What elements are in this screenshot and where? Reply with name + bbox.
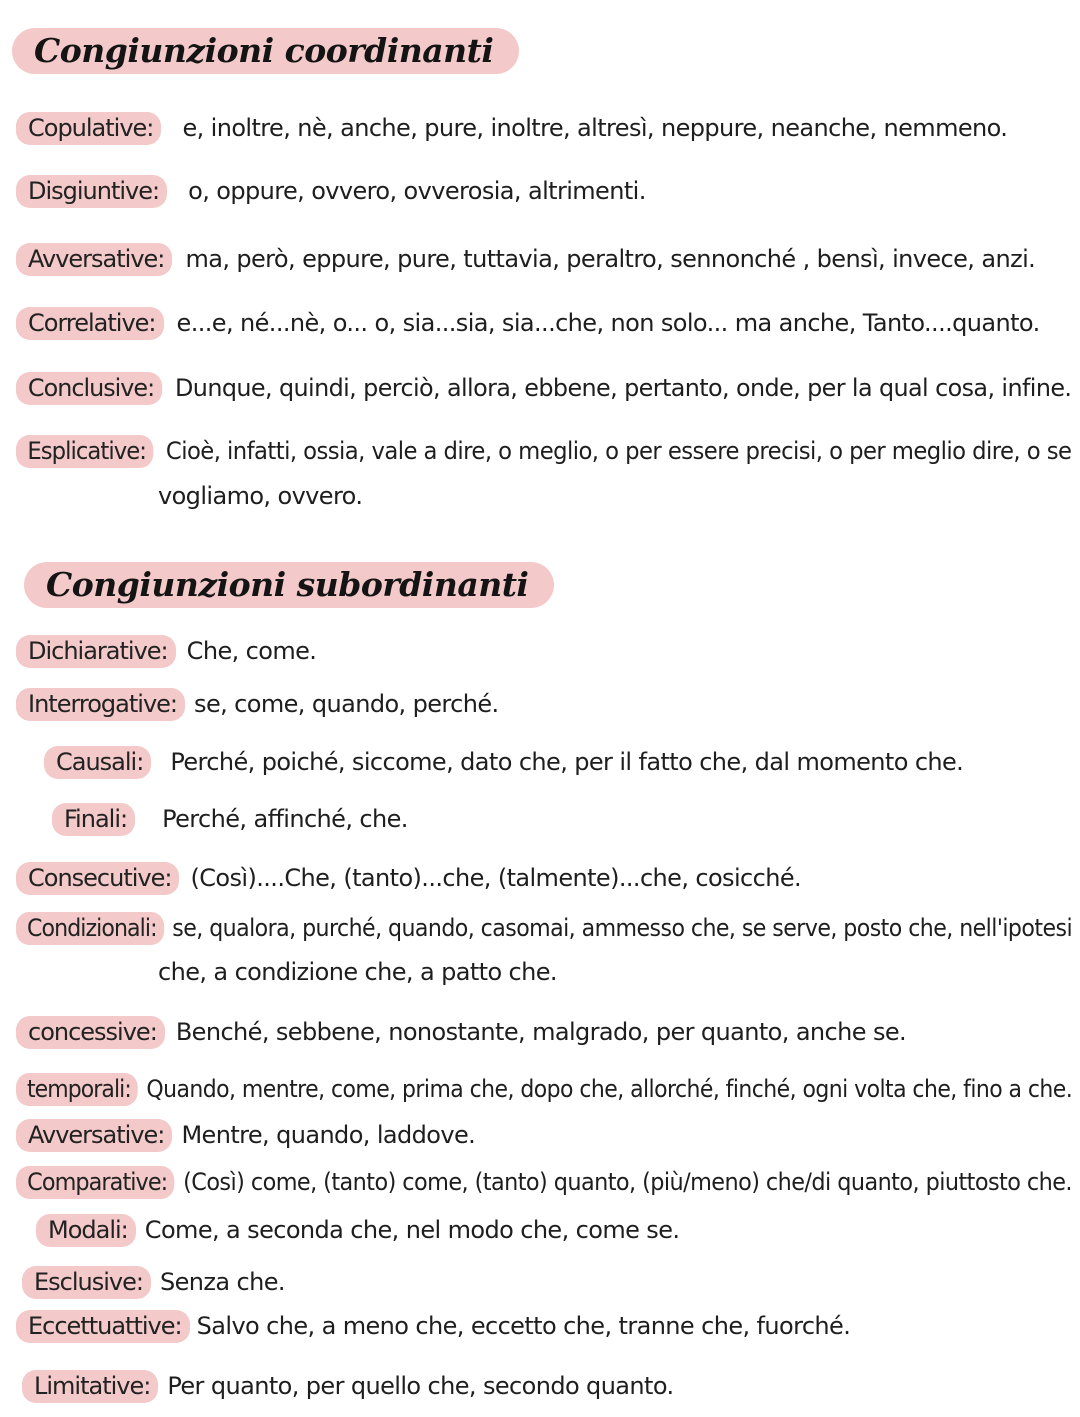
row-label: Dichiarative: bbox=[16, 635, 176, 668]
row-value: Quando, mentre, come, prima che, dopo che, allorché, finché, ogni volta che, fino a che. bbox=[146, 1075, 1073, 1103]
sub-row-consecutive bbox=[16, 862, 801, 895]
row-label: Consecutive: bbox=[16, 862, 179, 895]
row-value: Dunque, quindi, perciò, allora, ebbene, pertanto, onde, per la qual cosa, infine. bbox=[175, 374, 1072, 402]
row-value: se, qualora, purché, quando, casomai, ammesso che, se serve, posto che, nell'ipotesi bbox=[172, 914, 1073, 942]
row-label: Interrogative: bbox=[16, 688, 185, 721]
sub-row-condizionali bbox=[16, 912, 1072, 945]
row-label: concessive: bbox=[16, 1016, 165, 1049]
coord-row-correlative bbox=[16, 307, 1040, 340]
row-value: Senza che. bbox=[160, 1268, 285, 1296]
row-label: Condizionali: bbox=[16, 912, 164, 945]
coord-row-conclusive bbox=[16, 372, 1071, 405]
row-label: Comparative: bbox=[16, 1166, 175, 1199]
row-value: Come, a seconda che, nel modo che, come se. bbox=[144, 1216, 680, 1244]
sub-row-interrogative bbox=[16, 688, 499, 721]
row-label: Esplicative: bbox=[16, 435, 154, 468]
row-value: (Così)....Che, (tanto)...che, (talmente)...che, cosicché. bbox=[190, 864, 802, 892]
row-value: Per quanto, per quello che, secondo quanto. bbox=[167, 1372, 674, 1400]
sub-row-comparative bbox=[16, 1166, 1072, 1199]
sub-row-esclusive bbox=[22, 1266, 285, 1299]
sub-row-concessive bbox=[16, 1016, 906, 1049]
row-label: Avversative: bbox=[16, 1119, 172, 1152]
row-value: e, inoltre, nè, anche, pure, inoltre, altresì, neppure, neanche, nemmeno. bbox=[182, 114, 1008, 142]
row-value: e...e, né...nè, o... o, sia...sia, sia...che, non solo... ma anche, Tanto....quanto. bbox=[176, 309, 1040, 337]
sub-row-causali bbox=[44, 746, 963, 779]
coord-row-avversative bbox=[16, 243, 1035, 276]
row-label: Disgiuntive: bbox=[16, 175, 167, 208]
sub-row-eccettuattive bbox=[16, 1310, 850, 1343]
row-value: ma, però, eppure, pure, tuttavia, peraltro, sennonché , bensì, invece, anzi. bbox=[185, 245, 1036, 273]
row-value: Perché, poiché, siccome, dato che, per il fatto che, dal momento che. bbox=[170, 748, 964, 776]
sub-row-limitative bbox=[22, 1370, 674, 1403]
sub-row-condizionali-continuation: che, a condizione che, a patto che. bbox=[158, 958, 557, 986]
row-value: Cioè, infatti, ossia, vale a dire, o meglio, o per essere precisi, o per meglio dire, o se bbox=[165, 437, 1072, 465]
sub-row-avversative bbox=[16, 1119, 475, 1152]
coord-row-esplicative-continuation: vogliamo, ovvero. bbox=[158, 482, 363, 510]
row-label: Finali: bbox=[52, 803, 135, 836]
row-value: Mentre, quando, laddove. bbox=[181, 1121, 476, 1149]
row-value: se, come, quando, perché. bbox=[194, 690, 499, 718]
subordinanti-title: Congiunzioni subordinanti bbox=[24, 562, 554, 608]
coord-row-esplicative bbox=[16, 435, 1071, 468]
row-value: (Così) come, (tanto) come, (tanto) quanto, (più/meno) che/di quanto, piuttosto che. bbox=[183, 1168, 1072, 1196]
row-label: Eccettuattive: bbox=[16, 1310, 190, 1343]
row-label: Correlative: bbox=[16, 307, 164, 340]
row-label: Copulative: bbox=[16, 112, 161, 145]
row-label: temporali: bbox=[16, 1073, 138, 1106]
row-label: Esclusive: bbox=[22, 1266, 151, 1299]
coord-row-disgiuntive bbox=[16, 175, 646, 208]
coord-row-copulative bbox=[16, 112, 1007, 145]
row-label: Causali: bbox=[44, 746, 151, 779]
row-value: o, oppure, ovvero, ovverosia, altrimenti. bbox=[188, 177, 646, 205]
sub-row-finali bbox=[52, 803, 408, 836]
row-value: Salvo che, a meno che, eccetto che, tranne che, fuorché. bbox=[196, 1312, 851, 1340]
row-value: Che, come. bbox=[186, 637, 317, 665]
sub-row-modali bbox=[36, 1214, 679, 1247]
row-value: Perché, affinché, che. bbox=[162, 805, 408, 833]
coordinanti-title: Congiunzioni coordinanti bbox=[12, 28, 519, 74]
sub-row-dichiarative bbox=[16, 635, 316, 668]
row-label: Avversative: bbox=[16, 243, 172, 276]
row-label: Modali: bbox=[36, 1214, 136, 1247]
sub-row-temporali bbox=[16, 1073, 1072, 1106]
row-label: Limitative: bbox=[22, 1370, 158, 1403]
row-value: Benché, sebbene, nonostante, malgrado, per quanto, anche se. bbox=[175, 1018, 907, 1046]
row-label: Conclusive: bbox=[16, 372, 162, 405]
